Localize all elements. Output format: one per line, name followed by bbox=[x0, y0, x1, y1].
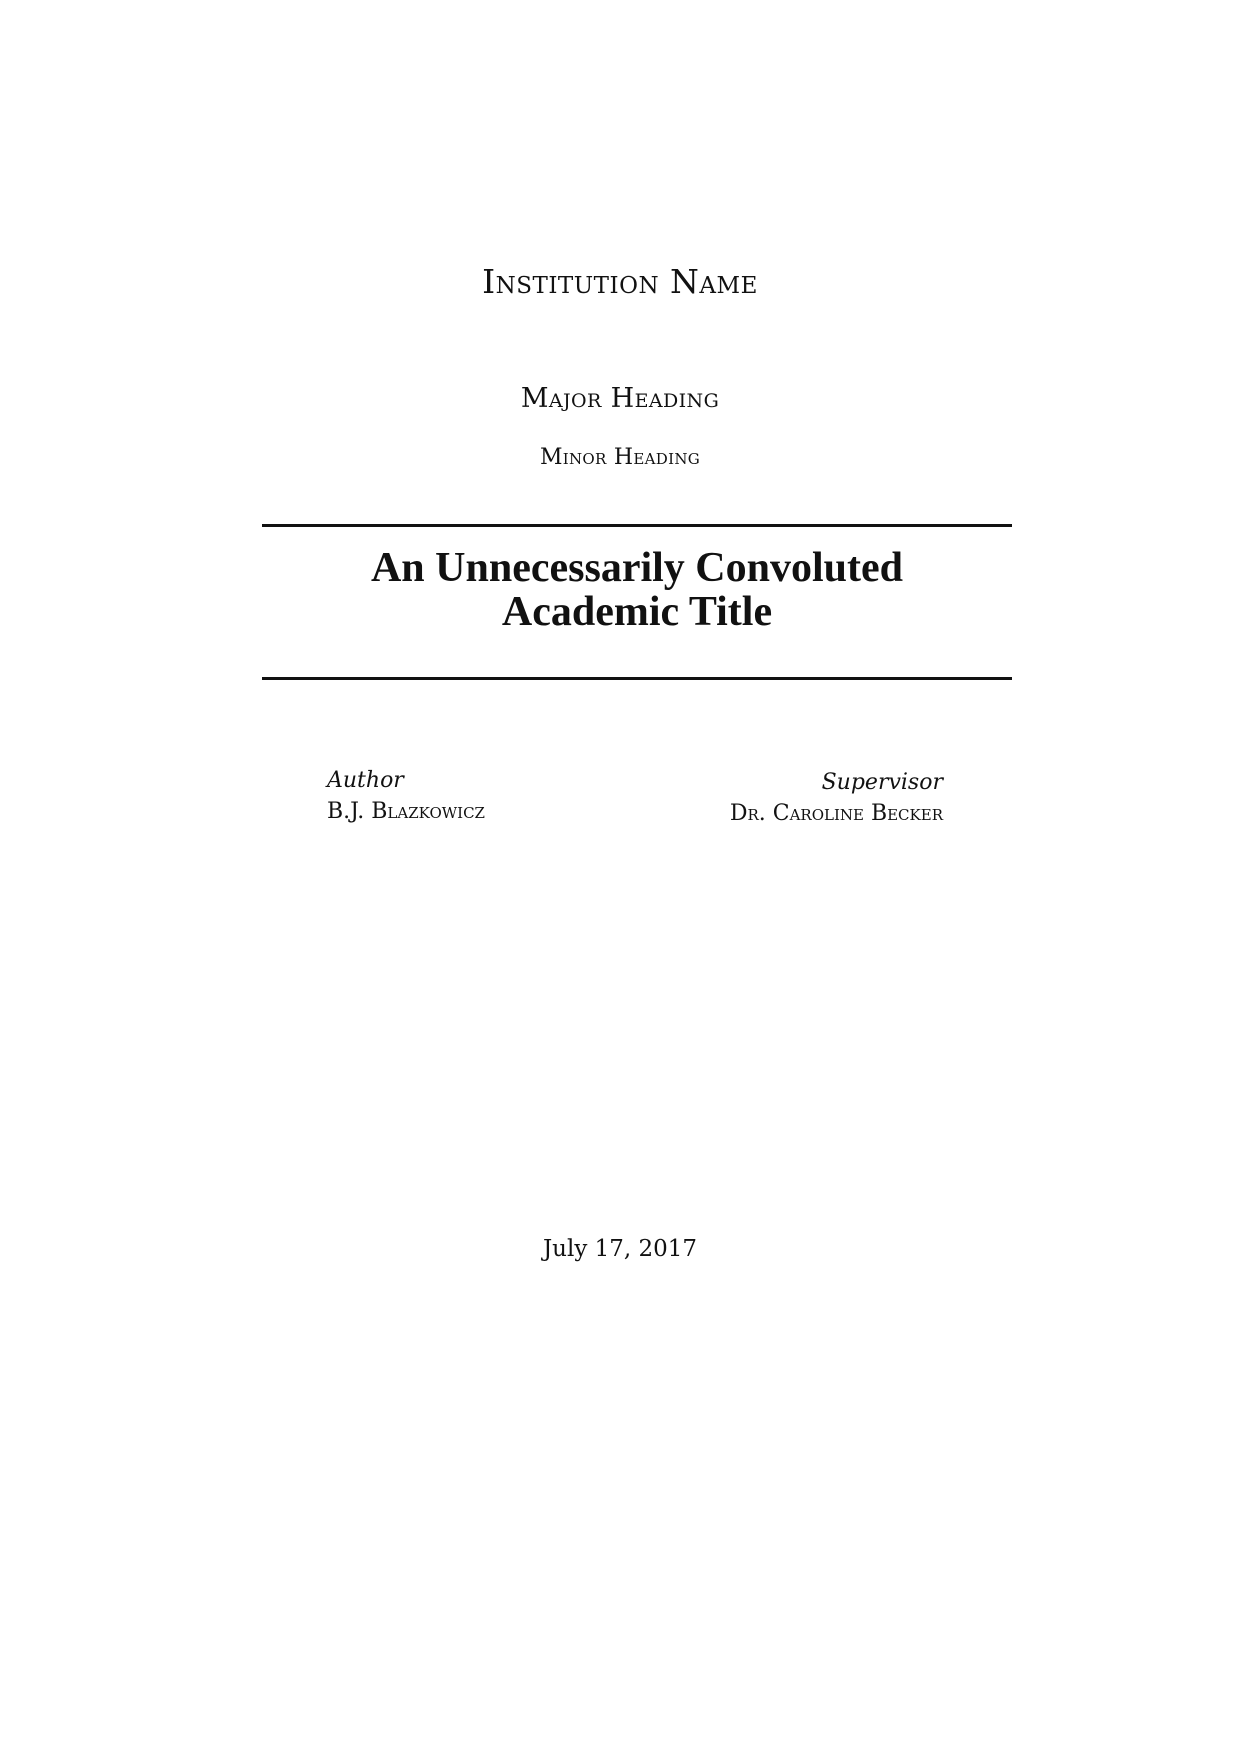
major-heading: Major Heading bbox=[520, 383, 720, 414]
title-top-rule bbox=[262, 524, 1012, 527]
institution-name: Institution Name bbox=[482, 262, 758, 301]
title-line-1: An Unnecessarily Convoluted bbox=[370, 545, 904, 591]
author-name: B.J. Blazkowicz bbox=[327, 799, 485, 824]
document-title bbox=[262, 546, 1012, 634]
supervisor-block bbox=[642, 767, 943, 829]
author-label: Author bbox=[327, 768, 404, 793]
title-line-2: Academic Title bbox=[501, 589, 773, 635]
minor-heading: Minor Heading bbox=[539, 445, 701, 470]
supervisor-label: Supervisor bbox=[821, 770, 943, 795]
document-date: July 17, 2017 bbox=[542, 1236, 698, 1262]
author-block bbox=[327, 765, 627, 827]
title-bottom-rule bbox=[262, 677, 1012, 680]
supervisor-name: Dr. Caroline Becker bbox=[729, 801, 943, 826]
